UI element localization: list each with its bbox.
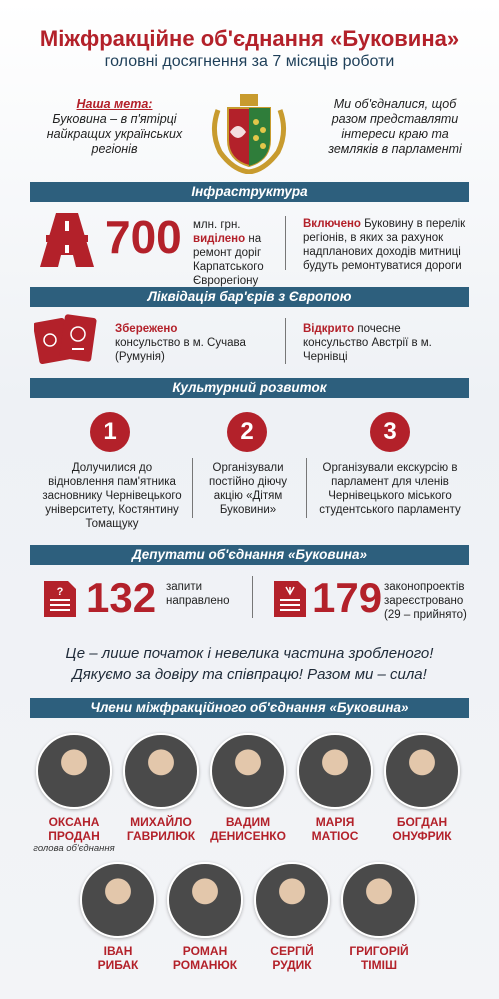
member-first-name: ІВАН <box>103 944 133 958</box>
member-last-name: РОМАНЮК <box>172 958 238 972</box>
member-first-name: СЕРГІЙ <box>270 944 314 958</box>
avatar <box>341 862 417 938</box>
member-last-name: ГАВРИЛЮК <box>126 829 196 843</box>
thanks-line-1: Це – лише початок і невелика частина зробленого! <box>65 645 434 662</box>
avatar <box>36 733 112 809</box>
svg-text:?: ? <box>56 586 64 598</box>
avatar <box>384 733 460 809</box>
member-card <box>202 733 294 843</box>
requests-text: запити направлено <box>166 581 230 607</box>
member-first-name: МИХАЙЛО <box>130 815 192 829</box>
band-infrastructure: Інфраструктура <box>30 182 469 202</box>
opened-text: почесне консульство Австрії в м. Чернівці <box>303 323 432 363</box>
member-last-name: ТІМІШ <box>360 958 398 972</box>
bills-text: законопроектів зареєстровано (29 – прийнято) <box>384 581 467 621</box>
passport-icon <box>34 312 98 368</box>
saved-text: консульство в м. Сучава (Румунія) <box>115 337 246 363</box>
avatar <box>254 862 330 938</box>
thanks-text <box>0 643 499 685</box>
member-card <box>159 862 251 972</box>
goal-title: Наша мета: <box>76 97 153 111</box>
avatar <box>210 733 286 809</box>
member-last-name: ДЕНИСЕНКО <box>210 829 286 843</box>
divider <box>285 216 286 270</box>
culture-item-3: Організували екскурсію в парламент для членів Чернівецького міського студентського парламенту <box>319 462 461 516</box>
highway-icon <box>38 211 96 269</box>
request-document-icon <box>40 579 80 619</box>
infrastructure-amount-desc <box>193 218 283 288</box>
amount-unit: млн. грн. <box>193 219 241 231</box>
divider <box>306 458 307 518</box>
culture-item-2: Організували постійно діючу акцію «Дітям Буковини» <box>209 462 287 516</box>
member-card <box>289 733 381 843</box>
europe-saved <box>115 322 275 364</box>
coat-of-arms-icon <box>208 92 290 174</box>
page-title: Міжфракційне об'єднання «Буковина» <box>39 26 460 51</box>
band-members: Члени міжфракційного об'єднання «Буковина» <box>30 698 469 718</box>
bills-number: 179 <box>312 574 383 621</box>
step-1-badge: 1 <box>90 412 130 452</box>
member-first-name: ОКСАНА <box>48 815 100 829</box>
culture-item-1: Долучилися до відновлення пам'ятника засновнику Чернівецького університету, Костянтину Томащуку <box>42 462 182 530</box>
avatar <box>167 862 243 938</box>
step-2-badge: 2 <box>227 412 267 452</box>
member-last-name: ОНУФРИК <box>392 829 452 843</box>
saved-highlight: Збережено <box>115 323 178 335</box>
member-first-name: МАРІЯ <box>315 815 355 829</box>
member-card <box>376 733 468 843</box>
divider <box>285 318 286 364</box>
thanks-line-2: Дякуємо за довіру та співпрацю! Разом ми – сила! <box>72 666 427 683</box>
band-deputies: Депутати об'єднання «Буковина» <box>30 545 469 565</box>
member-first-name: ГРИГОРІЙ <box>349 944 409 958</box>
member-last-name: ПРОДАН <box>48 829 100 843</box>
member-card <box>28 733 120 854</box>
goal-left <box>42 97 187 157</box>
avatar <box>80 862 156 938</box>
europe-opened <box>303 322 453 364</box>
requests-number: 132 <box>86 574 157 621</box>
amount-text: на ремонт доріг Карпатського Єврорегіону <box>193 233 264 287</box>
divider <box>192 458 193 518</box>
page-subtitle: головні досягнення за 7 місяців роботи <box>104 53 395 70</box>
included-highlight: Включено <box>303 218 361 230</box>
member-card <box>72 862 164 972</box>
band-europe: Ліквідація бар'єрів з Європою <box>30 287 469 307</box>
avatar <box>123 733 199 809</box>
avatar <box>297 733 373 809</box>
step-3-badge: 3 <box>370 412 410 452</box>
member-role: голова об'єднання <box>33 843 115 854</box>
amount-highlight: виділено <box>193 233 246 245</box>
band-culture: Культурний розвиток <box>30 378 469 398</box>
goal-right-text: Ми об'єдналися, щоб разом представляти інтереси краю та земляків в парламенті <box>328 97 462 156</box>
member-first-name: РОМАН <box>182 944 228 958</box>
member-last-name: МАТІОС <box>311 829 359 843</box>
member-first-name: ВАДИМ <box>225 815 271 829</box>
member-last-name: РУДИК <box>272 958 312 972</box>
member-card <box>246 862 338 972</box>
opened-highlight: Відкрито <box>303 323 355 335</box>
infrastructure-amount: 700 <box>105 211 182 263</box>
member-card <box>333 862 425 972</box>
member-first-name: БОГДАН <box>396 815 448 829</box>
member-last-name: РИБАК <box>97 958 139 972</box>
included-text: Буковину в перелік регіонів, в яких за рахунок надпланових доходів митниці будуть ремонтуватися дороги <box>303 218 466 272</box>
bill-document-icon <box>270 579 310 619</box>
goal-text: Буковина – в п'ятірці найкращих українських регіонів <box>46 112 183 156</box>
divider <box>252 576 253 618</box>
member-card <box>115 733 207 843</box>
infrastructure-included <box>303 217 473 273</box>
